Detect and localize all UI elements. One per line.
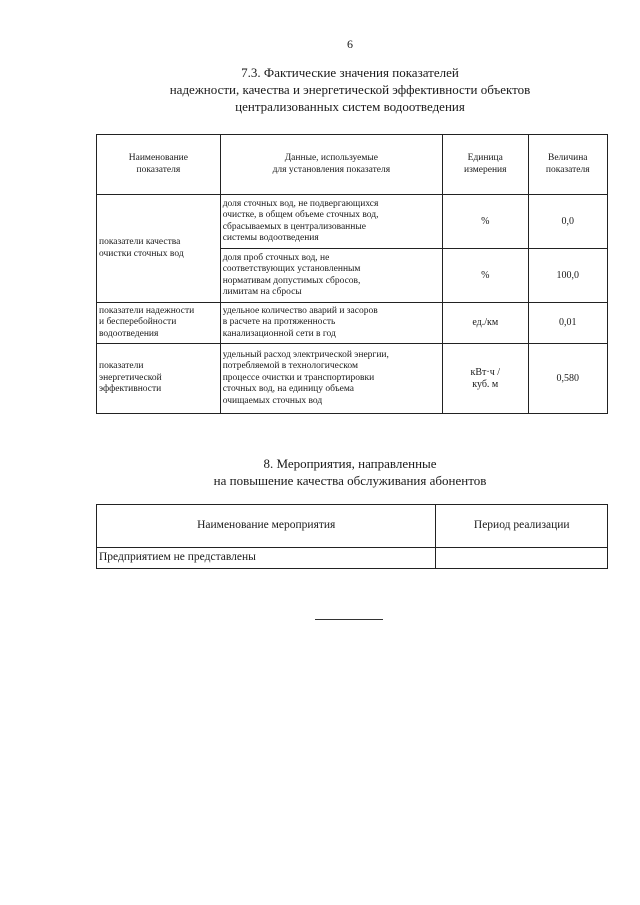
header-text: показателя (136, 164, 181, 175)
header-unit (443, 135, 529, 195)
header-period: Период реализации (436, 505, 608, 548)
data-line: процессе очистки и транспортировки (222, 372, 375, 383)
section-8-title-line: 8. Мероприятия, направленные (263, 456, 437, 471)
data-cell (220, 195, 442, 249)
section-8-title (0, 455, 640, 489)
unit-cell: % (443, 249, 529, 303)
header-data-used (220, 135, 442, 195)
value-cell: 0,580 (528, 344, 607, 414)
data-cell (220, 344, 442, 414)
section-7-3-title-line: централизованных систем водоотведения (235, 99, 465, 114)
data-cell (220, 303, 442, 344)
indicator-name-line: и бесперебойности (99, 317, 177, 328)
measure-name-cell: Предприятием не представлены (97, 548, 436, 569)
indicator-name-line: показатели качества (99, 237, 181, 247)
table-header-row (97, 505, 608, 548)
indicator-name-cell (97, 195, 221, 303)
value-cell: 0,0 (528, 195, 607, 249)
data-line: сточных вод, на единицу объема (222, 384, 355, 395)
data-line: лимитам на сбросы (222, 287, 302, 297)
header-value (528, 135, 607, 195)
table-row (97, 548, 608, 569)
data-line: потребляемой в технологическом (222, 361, 359, 372)
indicator-name-line: энергетической (99, 372, 162, 383)
section-7-3-title-line: 7.3. Фактические значения показателей (241, 65, 459, 80)
data-line: системы водоотведения (222, 233, 319, 243)
unit-cell: ед./км (443, 303, 529, 344)
period-cell (436, 548, 608, 569)
header-indicator-name (97, 135, 221, 195)
indicator-name-line: эффективности (99, 384, 162, 395)
data-line: в расчете на протяженность (222, 317, 336, 328)
data-line: удельный расход электрической энергии, (222, 349, 389, 360)
data-line: доля проб сточных вод, не (222, 252, 330, 263)
data-line: соответствующих установленным (222, 264, 361, 274)
table-row (97, 195, 608, 249)
data-line: очищаемых сточных вод (222, 395, 323, 406)
indicator-name-cell (97, 344, 221, 414)
header-text: измерения (464, 164, 507, 175)
table-row (97, 303, 608, 344)
indicator-name-line: водоотведения (99, 328, 159, 339)
header-text: Единица (467, 153, 503, 163)
header-text: Данные, используемые (284, 153, 379, 163)
unit-cell: кВт·ч / куб. м (443, 344, 529, 414)
data-line: доля сточных вод, не подвергающихся (222, 198, 379, 209)
data-line: нормативам допустимых сбросов, (222, 275, 361, 286)
indicator-name-cell (97, 303, 221, 344)
data-line: сбрасываемых в централизованные (222, 221, 366, 232)
header-text: Наименование (128, 153, 188, 163)
data-line: канализационной сети в год (222, 328, 336, 339)
header-text: показателя (545, 164, 590, 175)
header-text: Величина (547, 153, 588, 163)
section-8-title-line: на повышение качества обслуживания абонентов (213, 473, 487, 488)
indicator-name-line: очистки сточных вод (99, 248, 184, 259)
section-7-3-title (0, 64, 640, 115)
indicators-table (96, 134, 608, 414)
page-number: 6 (347, 37, 353, 51)
data-line: удельное количество аварий и засоров (222, 305, 378, 316)
table-row (97, 344, 608, 414)
measures-table (96, 504, 608, 569)
data-line: очистке, в общем объеме сточных вод, (222, 210, 379, 220)
value-cell: 0,01 (528, 303, 607, 344)
table-header-row (97, 135, 608, 195)
section-7-3-title-line: надежности, качества и энергетической эффективности объектов (169, 82, 531, 97)
unit-cell: % (443, 195, 529, 249)
indicator-name-line: показатели (99, 361, 144, 372)
value-cell: 100,0 (528, 249, 607, 303)
end-divider (315, 619, 383, 620)
header-text: для установления показателя (272, 164, 391, 175)
indicator-name-line: показатели надежности (99, 305, 195, 316)
header-measure-name: Наименование мероприятия (97, 505, 436, 548)
data-cell (220, 249, 442, 303)
